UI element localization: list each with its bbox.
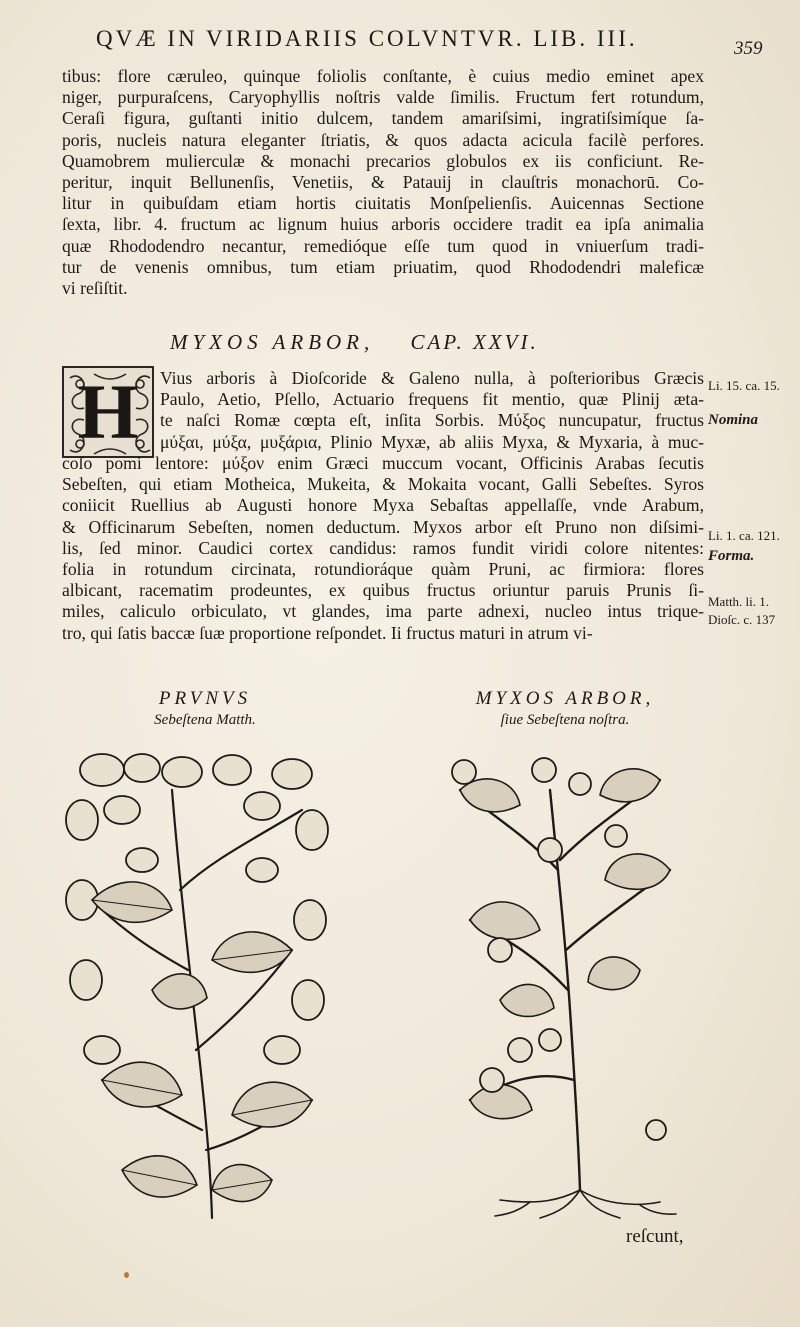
running-head: QVÆ IN VIRIDARIIS COLVNTVR. LIB. III.: [96, 26, 638, 51]
chapter-heading: [170, 330, 690, 355]
text-line: tro, qui ſatis baccæ ſuæ proportione reſpondet. Ii fructus maturi in atrum vi-: [62, 622, 593, 643]
text-line: coniicit Ruellius ab Augusti honore Myxa Sebaſtas appellaſſe, vnde Arabum,: [62, 495, 704, 516]
paragraph-indented: [160, 368, 704, 453]
text-line: ſexta, libr. 4. fructum ac lignum huius arboris occidere tradit ea ipſa animalia: [62, 214, 704, 235]
text-line: litur in quibuſdam etiam hortis ciuitatis Monſpelienſis. Auicennas Sectione: [62, 193, 704, 214]
text-line: poris, nucleis natura eleganter ſtriatis, & quos adacta acicula facilè perfores.: [62, 129, 704, 150]
text-line: Vius arboris à Dioſcoride & Galeno nulla, à poſterioribus Græcis: [160, 368, 704, 388]
text-line: folia in rotundum circinata, rotundioráque quàm Pruni, ac firmiora: flores: [62, 559, 704, 580]
margin-note-nomina: Nomina: [708, 412, 759, 428]
text-line: vi reſiſtit.: [62, 278, 128, 299]
text-line: Paulo, Aetio, Pſello, Actuario frequens fit mentio, quæ Plinij æta-: [160, 389, 704, 410]
text-line: te naſci Romæ cœpta eſt, inſita Sorbis. Μύξος nuncupatur, fructus: [160, 410, 704, 431]
drop-cap-letter: H: [77, 368, 139, 455]
paragraph-full: [62, 453, 704, 644]
margin-note-forma: Forma.: [708, 548, 755, 564]
text-line: μύξαι, μύξα, μυξάρια, Plinio Myxæ, ab aliis Myxa, & Myxaria, à muc-: [160, 431, 704, 452]
chapter-title: MYXOS ARBOR,: [170, 330, 375, 354]
text-line: peritur, inquit Bellunenſis, Venetiis, & Patauij in clauſtris monachorū. Co-: [62, 172, 704, 193]
plate-title-prunus: PRVNVS: [158, 688, 252, 709]
myxos-woodcut-illustration: [440, 750, 700, 1220]
page-number: 359: [734, 38, 763, 59]
text-line: coſo pomi lentore: μύξον enim Græci muccum vocant, Officinis Arabas ſecutis: [62, 453, 704, 473]
foxing-spot: [124, 1272, 129, 1278]
text-line: & Officinarum Sebeſten, nomen deductum. Myxos arbor eſt Pruno non diſsimi-: [62, 516, 704, 537]
text-line: quæ Rhododendro necantur, remedióque eſſe tum quod in vniuerſum tradi-: [62, 235, 704, 256]
chapter-number: CAP. XXVI.: [410, 330, 539, 354]
text-line: niger, purpuraſcens, Caryophyllis noſtris valde ſimilis. Fructum fert rotundum,: [62, 87, 704, 108]
plate-subtitle-prunus: Sebeſtena Matth.: [154, 712, 256, 728]
text-line: Ceraſi figura, guſtanti initio dulcem, tandem amariſsimi, ingratiſsimíque ſa-: [62, 108, 704, 129]
text-line: Sebeſten, qui etiam Motheica, Mukeita, & Mokaita vocant, Galli Sebeſtes. Syros: [62, 474, 704, 495]
paragraph-continued: [62, 66, 704, 299]
margin-note-reference: Li. 1. ca. 121.: [708, 528, 780, 543]
margin-note-reference: Dioſc. c. 137: [708, 612, 776, 627]
text-line: lis, ſed minor. Caudici cortex candidus: ramos fundit viridi colore nitentes:: [62, 537, 704, 558]
text-line: tur de venenis omnibus, tum etiam priuatim, quod Rhododendri maleficæ: [62, 256, 704, 277]
catchword: reſcunt,: [626, 1226, 684, 1247]
text-line: albicant, racematim prodeuntes, ex quibus fructus oriuntur paruis Prunis ſi-: [62, 580, 704, 601]
ornamental-initial: [62, 366, 154, 458]
text-line: tibus: flore cæruleo, quinque foliolis conſtante, è cuius medio eminet apex: [62, 66, 704, 86]
margin-note-reference: Matth. li. 1.: [708, 594, 770, 609]
plate-subtitle-myxos: ſiue Sebeſtena noſtra.: [500, 712, 630, 728]
text-line: Quamobrem mulierculæ & monachi precarios globulos ex iis conficiunt. Re-: [62, 150, 704, 171]
prunus-woodcut-illustration: [62, 750, 332, 1220]
plate-title-myxos: MYXOS ARBOR,: [475, 688, 655, 709]
margin-note-reference: Li. 15. ca. 15.: [708, 378, 780, 393]
text-line: miles, caliculo orbiculato, vt glandes, ima parte adnexi, nucleo intus trique-: [62, 601, 704, 622]
